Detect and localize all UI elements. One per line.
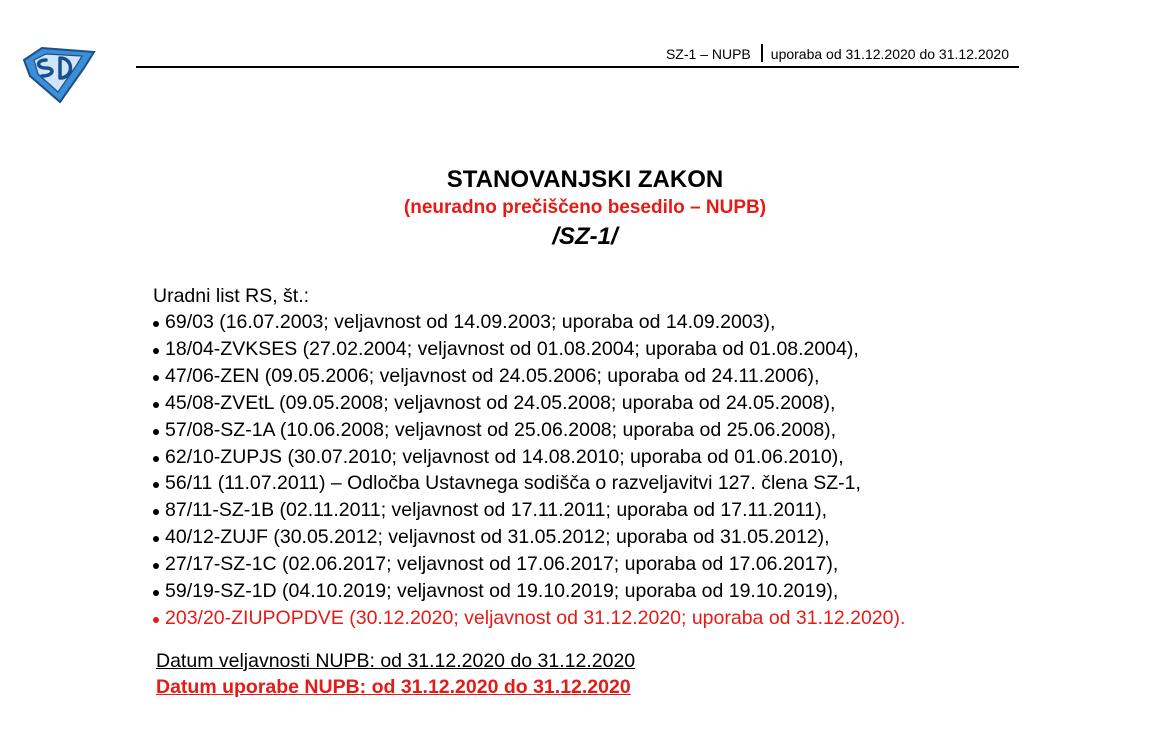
document-title: STANOVANJSKI ZAKON	[446, 166, 724, 193]
usage-date-line: Datum uporabe NUPB: od 31.12.2020 do 31.12.2020	[156, 676, 631, 698]
gazette-entry: 87/11-SZ-1B (02.11.2011; veljavnost od 17.11.2011; uporaba od 17.11.2011),	[153, 497, 905, 524]
gazette-entry: 40/12-ZUJF (30.05.2012; veljavnost od 31.05.2012; uporaba od 31.05.2012),	[153, 524, 905, 551]
gazette-entry: 59/19-SZ-1D (04.10.2019; veljavnost od 19.10.2019; uporaba od 19.10.2019),	[153, 578, 905, 605]
gazette-entry-latest: 203/20-ZIUPOPDVE (30.12.2020; veljavnost od 31.12.2020; uporaba od 31.12.2020).	[153, 605, 905, 632]
header-usage-label: uporaba od 31.12.2020 do 31.12.2020	[770, 46, 1009, 62]
bullet-icon	[153, 456, 159, 462]
bullet-icon	[153, 429, 159, 435]
title-block	[0, 165, 1157, 253]
bullet-icon	[153, 348, 159, 354]
gazette-list-block	[153, 283, 905, 632]
gazette-entry: 57/08-SZ-1A (10.06.2008; veljavnost od 25.06.2008; uporaba od 25.06.2008),	[153, 417, 905, 444]
bullet-icon	[153, 402, 159, 408]
gazette-entry: 27/17-SZ-1C (02.06.2017; veljavnost od 17.06.2017; uporaba od 17.06.2017),	[153, 551, 905, 578]
gazette-entry: 45/08-ZVEtL (09.05.2008; veljavnost od 24.05.2008; uporaba od 24.05.2008),	[153, 390, 905, 417]
gazette-entry: 18/04-ZVKSES (27.02.2004; veljavnost od 01.08.2004; uporaba od 01.08.2004),	[153, 336, 905, 363]
validity-date-line: Datum veljavnosti NUPB: od 31.12.2020 do 31.12.2020	[156, 650, 636, 672]
gazette-entry: 62/10-ZUPJS (30.07.2010; veljavnost od 14.08.2010; uporaba od 01.06.2010),	[153, 444, 905, 471]
bullet-icon	[153, 509, 159, 515]
bullet-icon	[153, 590, 159, 596]
header-code-label: SZ-1 – NUPB	[665, 46, 751, 62]
sd-shield-logo-icon	[22, 46, 96, 104]
document-code: /SZ-1/	[552, 223, 618, 250]
bullet-icon	[153, 563, 159, 569]
bullet-icon	[153, 321, 159, 327]
header-text	[666, 44, 1009, 64]
bullet-icon	[153, 375, 159, 381]
bullet-icon	[153, 617, 159, 623]
gazette-entry: 69/03 (16.07.2003; veljavnost od 14.09.2003; uporaba od 14.09.2003),	[153, 309, 905, 336]
document-subtitle: (neuradno prečiščeno besedilo – NUPB)	[403, 197, 767, 218]
bullet-icon	[153, 482, 159, 488]
bullet-icon	[153, 536, 159, 542]
header-separator	[761, 44, 763, 62]
gazette-entry: 56/11 (11.07.2011) – Odločba Ustavnega sodišča o razveljavitvi 127. člena SZ-1,	[153, 470, 905, 497]
running-header	[136, 44, 1019, 68]
validity-block	[156, 648, 635, 700]
gazette-entry: 47/06-ZEN (09.05.2006; veljavnost od 24.05.2006; uporaba od 24.11.2006),	[153, 363, 905, 390]
gazette-list	[153, 309, 905, 632]
gazette-intro: Uradni list RS, št.:	[153, 285, 310, 307]
